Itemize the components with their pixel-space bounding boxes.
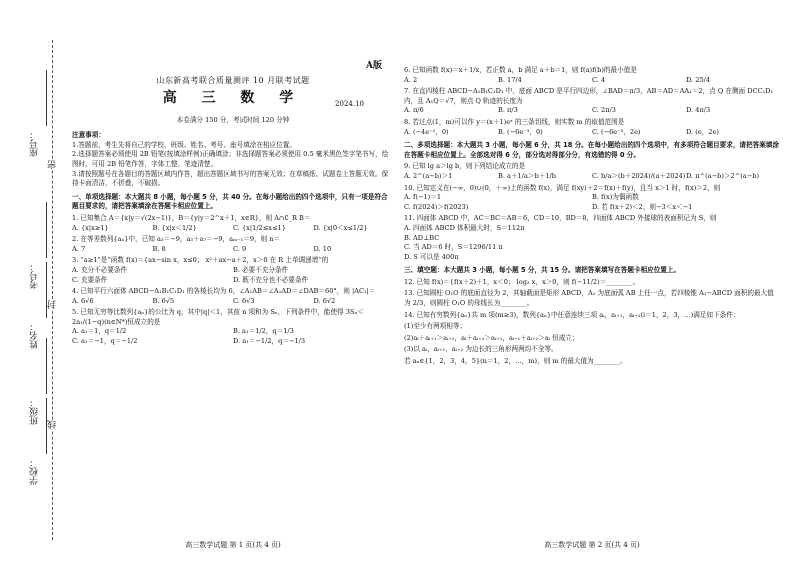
- binding-field-label: 考号：: [30, 262, 40, 289]
- question: [404, 66, 780, 85]
- question-option: A. 四面体 ABCD 体积最大时，S＝112π: [404, 223, 525, 232]
- exam-info: 本卷满分 150 分，考试时间 120 分钟: [176, 115, 290, 124]
- question-option: C. 9: [233, 244, 247, 253]
- question-stem: 3. “a≥1”是“函数 f(x)＝{ax−sin x，x≤0； x²＋ax−a＋2，x＞0 在 R 上单调递增”的: [72, 256, 329, 265]
- question-option: C. 2π/3: [592, 106, 616, 115]
- question-stem: 9. 已知 lg a＞lg b，则下列结论成立的是: [404, 162, 526, 171]
- question-option: B. AD⊥BC: [404, 233, 440, 242]
- question-option: B. a＋1/a＞b＋1/b: [498, 171, 556, 180]
- question-options: [404, 76, 780, 86]
- binding-field-label: 姓名：: [30, 322, 40, 349]
- binding-margin: [0, 0, 64, 562]
- question-option: C. 6√3: [233, 296, 255, 305]
- question-stem: 5. 已知无穷等比数列{aₙ}的公比为 q，其中|q|＜1，其前 n 项和为 Sₙ，下列条件中，能使得 3Sₙ＜2a₁/(1−q)(n∈N*)恒成立的是: [72, 308, 364, 326]
- question-stem: 10. 已知定义在(−∞，0)∪(0，＋∞)上的函数 f(x)，满足 f(xy)＋2＝f(x)＋f(y)，且当 x＞1 时，f(x)＞2，则: [404, 183, 721, 192]
- question-option: B. 8: [152, 244, 166, 253]
- question-option: B. 必要不充分条件: [233, 265, 289, 274]
- question-option: D. (e，2e): [686, 127, 719, 136]
- question-option: A. 充分不必要条件: [72, 265, 128, 274]
- note-item: 2.选择题答案必须使用 2B 铅笔(按填涂样例)正确填涂；非选择题答案必须使用 0.5 毫米黑色签字笔书写，绘图时，可用 2B 铅笔作答，字体工整、笔迹清楚。: [72, 150, 389, 168]
- question: [404, 214, 780, 262]
- fill-item: 13. 已知圆柱 O₁O 的底面直径为 2，其轴截面是矩形 ABCD，A₁ 为底面弧 AB 上任一点，若四棱锥 A₁−ABCD 面积的最大值为 2/3，则圆柱 O₁O 的母线长为________。: [404, 289, 774, 308]
- left-column: [72, 56, 394, 347]
- question-option: A. 6√6: [72, 296, 94, 305]
- question-option: B. (−6e⁻³，0): [498, 127, 543, 136]
- seal-char: 密: [48, 160, 62, 169]
- question-option: D. 若 f(x＋2)＜2，则−3＜x＜−1: [592, 202, 693, 211]
- version-label: A版: [366, 61, 382, 71]
- question-options: [72, 297, 394, 307]
- question: [72, 214, 394, 233]
- question-option: C. (−6e⁻³，2e): [592, 127, 641, 136]
- question-option: A. (−4e⁻²，0): [404, 127, 449, 136]
- question-options: [72, 327, 394, 346]
- binding-field-line: [46, 70, 47, 126]
- question: [404, 118, 780, 137]
- fill-in-questions: [404, 278, 780, 367]
- question-options: [404, 224, 780, 262]
- question-option: C. 当 AD＝6 时，S＝1296/11 π: [404, 243, 503, 252]
- binding-field-line: [46, 262, 47, 318]
- question-option: C. f(2024)＞f(2023): [404, 202, 469, 211]
- fill-item: 若 aₙ∈{1，2，3，4，5}(n＝1，2，…，m)，则 m 的最大值为________。: [404, 357, 627, 366]
- question-option: D. S 可以是 400π: [404, 252, 459, 261]
- question-option: A. π/6: [404, 106, 424, 115]
- question-option: B. a₁＝1/2，q＝1/3: [233, 327, 294, 336]
- question-option: D. a₁＝−1/2，q＝−1/3: [233, 337, 306, 346]
- fill-item: (1)至少有两项相等；: [404, 322, 467, 331]
- fill-item: 12. 已知 f(x)＝{f(x＋2)＋1，x＜0； log₂ x，x＞0，则 f(−11/2)＝________。: [404, 277, 640, 286]
- question: [404, 87, 780, 116]
- question-options: [404, 128, 780, 138]
- question-options: [404, 193, 780, 212]
- seal-char: 封: [48, 300, 62, 309]
- title-row: [72, 89, 394, 116]
- question-stem: 1. 已知集合 A＝{x|y＝√(2x−1)}，B＝{y|y＝2^x＋1，x∈R}，则 A∩∁_R B＝: [72, 213, 311, 222]
- question-option: A. 2^(a−b)＞1: [404, 171, 453, 180]
- question-option: D. 4π/3: [686, 106, 711, 115]
- question-option: B. {x|x＜1/2}: [152, 223, 197, 232]
- question: [72, 287, 394, 306]
- question-option: C. b/a＞(b＋2024)/(a＋2024): [592, 171, 686, 180]
- question-option: B. π/3: [498, 106, 518, 115]
- binding-field-line: [46, 398, 47, 454]
- question: [72, 256, 394, 285]
- question-option: C. 充要条件: [72, 275, 108, 284]
- question-stem: 4. 已知平行六面体 ABCD−A₁B₁C₁D₁ 的各棱长均为 6，∠A₁AB＝∠A₁AD＝∠DAB＝60°，则 |AC₁|＝: [72, 287, 376, 296]
- question-option: A. f(−1)＝1: [404, 193, 442, 202]
- section-1-heading: 一、单项选择题：本大题共 8 小题，每小题 5 分，共 40 分。在每小题给出的四个选项中，只有一项是符合题目要求的，请把答案填涂在答题卡相应位置上。: [72, 192, 388, 211]
- question-option: D. {x|0＜x≤1/2}: [313, 223, 368, 232]
- fill-item: 14. 已知有穷数列{aₙ}共 m 项(m≥3)，数列{aₙ}中任意连续三项 aᵢ，aᵢ₊₁，aᵢ₊₂(i＝1，2，3，…)满足如下条件：: [404, 310, 740, 319]
- question-option: D. 6√2: [313, 296, 336, 305]
- question-options: [404, 172, 780, 182]
- seal-dashed-line: [52, 40, 53, 540]
- question: [404, 184, 780, 213]
- question-option: B. f(x)为偶函数: [592, 193, 639, 202]
- question-option: D. 10: [313, 244, 332, 253]
- question-option: B. 6√5: [152, 296, 175, 305]
- exam-date: 2024.10: [335, 99, 364, 108]
- footer-page-2: 高三数学试题 第 2 页(共 4 页): [544, 541, 640, 549]
- question-option: A. 7: [72, 244, 86, 253]
- note-item: 1.答题前，考生先将自己的学校、班级、姓名、考号、座号填涂在相应位置。: [72, 140, 296, 149]
- binding-field-label: 座号：: [30, 130, 40, 157]
- fill-item: (2)aᵢ＋aᵢ₊₁＞aᵢ₊₂，aᵢ＋aᵢ₊₂＞aᵢ₊₁，aᵢ₊₁＋aᵢ₊₂＞aᵢ 恒成立；: [404, 333, 579, 342]
- right-questions-b: [404, 162, 780, 262]
- section-2-heading: 二、多项选择题：本大题共 3 小题，每小题 6 分，共 18 分。在每小题给出的四个选项中，有多项符合题目要求，请把答案填涂在答题卡相应位置上。全部选对得 6 分，部分选对得部分分，有选错的得 0 分。: [404, 141, 779, 159]
- question-option: A. {x|x≥1}: [72, 223, 109, 232]
- notes-title: 注意事项：: [72, 131, 105, 140]
- question-option: C. a₁＝−1，q＝−1/2: [72, 337, 138, 346]
- question-options: [72, 224, 394, 234]
- question: [404, 162, 780, 181]
- footer-page-1: 高三数学试题 第 1 页(共 4 页): [185, 541, 281, 549]
- notes-list: [72, 141, 394, 189]
- question-option: D. π^(a−b)＞2^(a−b): [686, 171, 760, 180]
- binding-field-label: 班级：: [30, 398, 40, 425]
- page-title: 高 三 数 学: [162, 89, 304, 106]
- notes: [72, 131, 394, 189]
- question-option: D. 25/4: [686, 75, 711, 84]
- question-options: [404, 106, 780, 116]
- binding-field-line: [46, 338, 47, 394]
- right-questions-a: [404, 66, 780, 137]
- note-item: 3.请按照题号在各题目的答题区域内作答，超出答题区域书写的答案无效；在草稿纸、试题卷上答题无效。保持卡面清洁，不折叠，不破损。: [72, 169, 389, 188]
- question-option: B. 17/4: [498, 75, 522, 84]
- question-option: C. {x|1/2≤x≤1}: [233, 223, 286, 232]
- question-stem: 2. 在等差数列{aₙ}中，已知 a₃＝−9，a₃＋a₇＝−9，aₘ₋₁＝9，则 n＝: [72, 235, 281, 244]
- seal-char: 线: [48, 420, 62, 429]
- question-options: [72, 245, 394, 255]
- section-3-heading: 三、填空题：本大题共 3 小题，每小题 5 分，共 15 分。请把答案填写在答题卡相应位置上。: [404, 266, 681, 275]
- question-stem: 11. 四面体 ABCD 中，AC＝BC＝AB＝6，CD＝10，BD＝8，四面体 ABCD 外接球的表面积记为 S，则: [404, 214, 717, 223]
- question-stem: 8. 若过点(1，m)可以作 y＝(x＋1)eˣ 的三条切线，则实数 m 的取值范围是: [404, 117, 625, 126]
- question-option: C. 4: [592, 75, 606, 84]
- question-stem: 7. 在直四棱柱 ABCD−A₁B₁C₁D₁ 中，底面 ABCD 是平行四边形，∠BAD＝π/3，AB＝AD＝AA₁＝2，点 Q 在侧面 DCC₁D₁ 内，且 A₁Q＝√7，则点 Q 轨迹的长度为: [404, 87, 774, 105]
- fill-item: (3)以 aᵢ，aᵢ₊₁，aᵢ₊₂ 为边长的三角形两两均不全等。: [404, 345, 558, 354]
- question-option: A. a₁＝1，q＝1/2: [72, 327, 127, 336]
- question-stem: 6. 已知函数 f(x)＝x＋1/x，若正数 a，b 满足 a＋b＝1，则 f(a)f(b)的最小值是: [404, 66, 637, 74]
- right-column: [404, 64, 780, 367]
- binding-field-line: [46, 202, 47, 258]
- exam-subtitle: 山东新高考联合质量测评 10 月联考试题: [156, 76, 310, 85]
- question: [72, 235, 394, 254]
- question-option: D. 既不充分也不必要条件: [233, 275, 309, 284]
- question-options: [72, 266, 394, 285]
- question: [72, 308, 394, 346]
- binding-field-label: 学校：: [30, 458, 40, 485]
- left-questions: [72, 214, 394, 347]
- question-option: A. 2: [404, 75, 418, 84]
